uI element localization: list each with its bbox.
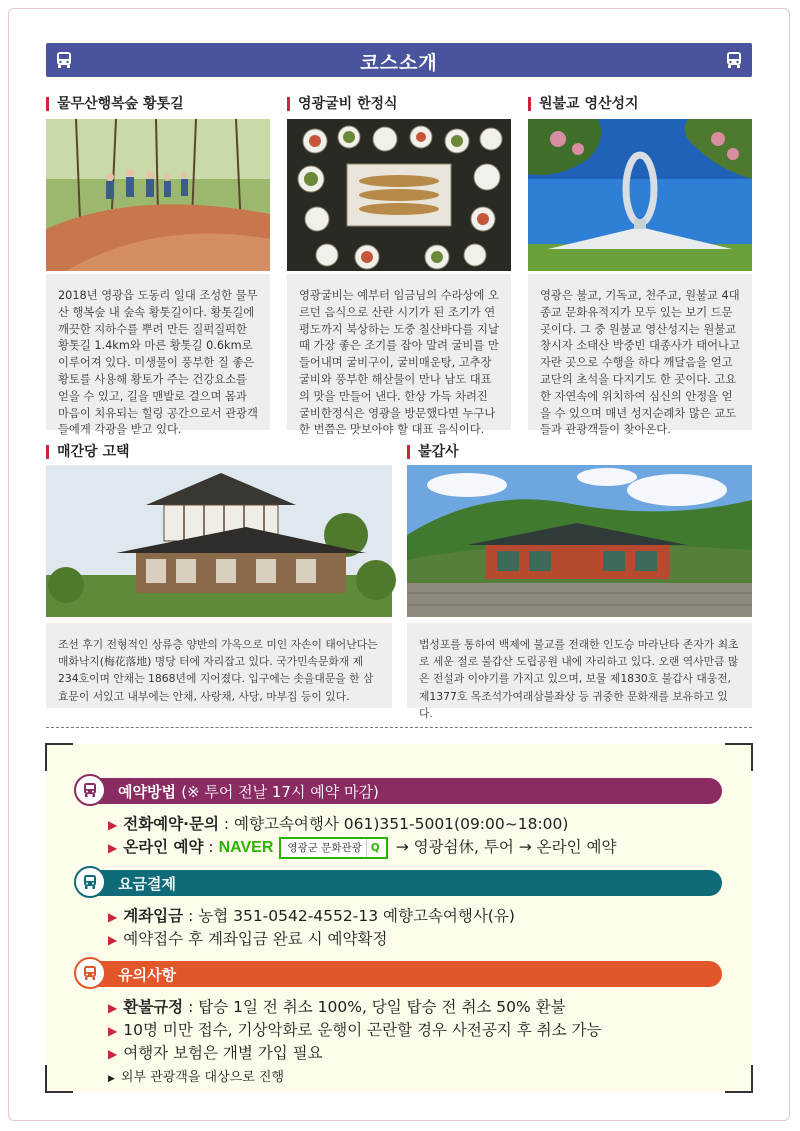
notice-title: 유의사항 bbox=[118, 966, 176, 984]
min-text: 10명 미만 접수, 기상악화로 운행이 곤란할 경우 사전공지 후 취소 가능 bbox=[123, 1021, 602, 1039]
course-desc-maegandang: 조선 후기 전형적인 상류층 양반의 가옥으로 미인 자손이 태어난다는 매화낙지(梅花落地) 명당 터에 자리잡고 있다. 국가민속문화재 제234호이며 안채는 1868년에 지어졌다. 입구에는 솟을대문을 한 삼효문이 서있고 내부에는 안채, 사랑채, 사당, 마부집 등이 있다. bbox=[46, 623, 392, 708]
refund-label: 환불규정 bbox=[123, 998, 184, 1016]
course-desc-gulbi: 영광굴비는 예부터 임금님의 수라상에 오르던 음식으로 산란 시기가 된 조기가 연평도까지 북상하는 도중 칠산바다를 지날 때 가장 좋은 조기를 잡아 말려 굴비를 만들어내며 굴비구이, 굴비매운탕, 고추장굴비와 풍부한 해산물이 만나 남도 대표의 맛을 만들어 낸다. 한상 가득 차려진 굴비한정식은 영광을 방문했다면 누구나 한 번쯤은 맛보아야 할 대표 음식이다. bbox=[287, 274, 511, 430]
search-text: 영광군 문화관광 bbox=[287, 841, 362, 854]
naver-search-box[interactable] bbox=[279, 837, 387, 859]
reservation-heading bbox=[118, 781, 379, 802]
payment-title: 요금결제 bbox=[118, 875, 176, 893]
photo-bulgapsa-temple bbox=[407, 465, 752, 617]
phone-label: 전화예약·문의 bbox=[123, 815, 219, 833]
course-desc-bulgapsa: 법성포를 통하여 백제에 불교를 전래한 인도승 마라난타 존자가 최초로 세운 절로 불갑산 도립공원 내에 자리하고 있다. 오랜 역사만큼 많은 전설과 이야기를 가지고 있으며, 보물 제1830호 불갑사 대웅전, 제1377호 목조석가여래삼불좌상 등 귀중한 문화재를 보유하고 있다. bbox=[407, 623, 752, 708]
course-title-wonbulgyo: 원불교 영산성지 bbox=[528, 97, 639, 111]
search-icon[interactable]: Q bbox=[366, 839, 384, 857]
account-label: 계좌입금 bbox=[123, 907, 184, 925]
photo-mulmusan-trail bbox=[46, 119, 270, 271]
min-line: ▶ 10명 미만 접수, 기상악화로 운행이 곤란할 경우 사전공지 후 취소 가능 bbox=[108, 1021, 602, 1039]
bus-icon bbox=[724, 50, 744, 70]
insurance-text: 여행자 보험은 개별 가입 필요 bbox=[123, 1044, 323, 1062]
insurance-line: ▶ 여행자 보험은 개별 가입 필요 bbox=[108, 1044, 323, 1062]
online-label: 온라인 예약 bbox=[123, 838, 204, 856]
online-after: → 영광쉼休, 투어 → 온라인 예약 bbox=[395, 838, 617, 856]
course-title-gulbi: 영광굴비 한정식 bbox=[287, 97, 398, 111]
naver-logo: NAVER bbox=[218, 839, 274, 856]
course-title-bulgapsa: 불갑사 bbox=[407, 445, 459, 459]
online-line: ▶ 온라인 예약 : NAVER 영광군 문화관광 Q → 영광쉼休, 투어 → 온라인 예약 bbox=[108, 835, 616, 859]
info-box bbox=[46, 744, 752, 1092]
refund-value: : 탑승 1일 전 취소 100%, 당일 탑승 전 취소 50% 환불 bbox=[183, 998, 566, 1016]
corner-mark bbox=[725, 743, 753, 771]
course-desc-mulmusan: 2018년 영광읍 도동리 일대 조성한 물무산 행복숲 내 숲속 황톳길이다. 황톳길에 깨끗한 지하수를 뿌려 만든 질퍽질퍽한 황톳길 1.4km와 마른 황톳길 0.6km로 이루어져 있다. 미생물이 풍부한 질 좋은 황토를 사용해 황토가 주는 건강요소를 얻을 수 있고, 길을 맨발로 걸으며 몸과 마음이 치유되는 힐링 공간으로서 관광객들에게 각광을 받고 있다. bbox=[46, 274, 270, 430]
bus-icon bbox=[74, 957, 106, 989]
course-desc-wonbulgyo: 영광은 불교, 기독교, 천주교, 원불교 4대 종교 문화유적지가 모두 있는 보기 드문 곳이다. 그 중 원불교 영산성지는 원불교 창시자 소태산 박중빈 대종사가 태어나고 자란 곳으로 수행을 하다 깨달음을 얻고 교단의 초석을 다지기도 한 곳이다. 고요한 자연속에 위치하여 심신의 안정을 얻을 수 있으며 매년 성지순례차 많은 교도들과 관광객들이 찾아온다. bbox=[528, 274, 752, 430]
bus-icon bbox=[74, 866, 106, 898]
reservation-note: (※ 투어 전날 17시 예약 마감) bbox=[181, 783, 379, 801]
confirm-line: ▶ 예약접수 후 계좌입금 완료 시 예약확정 bbox=[108, 930, 388, 948]
reservation-bar bbox=[76, 778, 722, 804]
phone-value: : 예향고속여행사 061)351-5001(09:00~18:00) bbox=[218, 815, 569, 833]
refund-line: ▶ 환불규정 : 탑승 1일 전 취소 100%, 당일 탑승 전 취소 50% 환불 bbox=[108, 998, 566, 1016]
corner-mark bbox=[725, 1065, 753, 1093]
notice-bar bbox=[76, 961, 722, 987]
online-sep: : bbox=[203, 838, 219, 856]
reservation-title: 예약방법 bbox=[118, 783, 176, 801]
external-text: 외부 관광객을 대상으로 진행 bbox=[120, 1070, 285, 1085]
external-line: ▶ 외부 관광객을 대상으로 진행 bbox=[108, 1070, 285, 1085]
page-title: 코스소개 bbox=[360, 52, 438, 74]
bus-icon bbox=[74, 774, 106, 806]
photo-wonbulgyo-monument bbox=[528, 119, 752, 271]
divider bbox=[46, 727, 752, 728]
confirm-text: 예약접수 후 계좌입금 완료 시 예약확정 bbox=[123, 930, 388, 948]
account-line: ▶ 계좌입금 : 농협 351-0542-4552-13 예향고속여행사(유) bbox=[108, 907, 515, 925]
payment-bar bbox=[76, 870, 722, 896]
photo-maegandang-house bbox=[46, 465, 392, 617]
phone-line: ▶ 전화예약·문의 : 예향고속여행사 061)351-5001(09:00~18:00) bbox=[108, 815, 569, 833]
header-banner bbox=[46, 43, 752, 77]
photo-gulbi-table bbox=[287, 119, 511, 271]
corner-mark bbox=[45, 743, 73, 771]
course-title-mulmusan: 물무산행복숲 황톳길 bbox=[46, 97, 184, 111]
account-value: : 농협 351-0542-4552-13 예향고속여행사(유) bbox=[183, 907, 515, 925]
course-title-maegandang: 매간당 고택 bbox=[46, 445, 130, 459]
corner-mark bbox=[45, 1065, 73, 1093]
